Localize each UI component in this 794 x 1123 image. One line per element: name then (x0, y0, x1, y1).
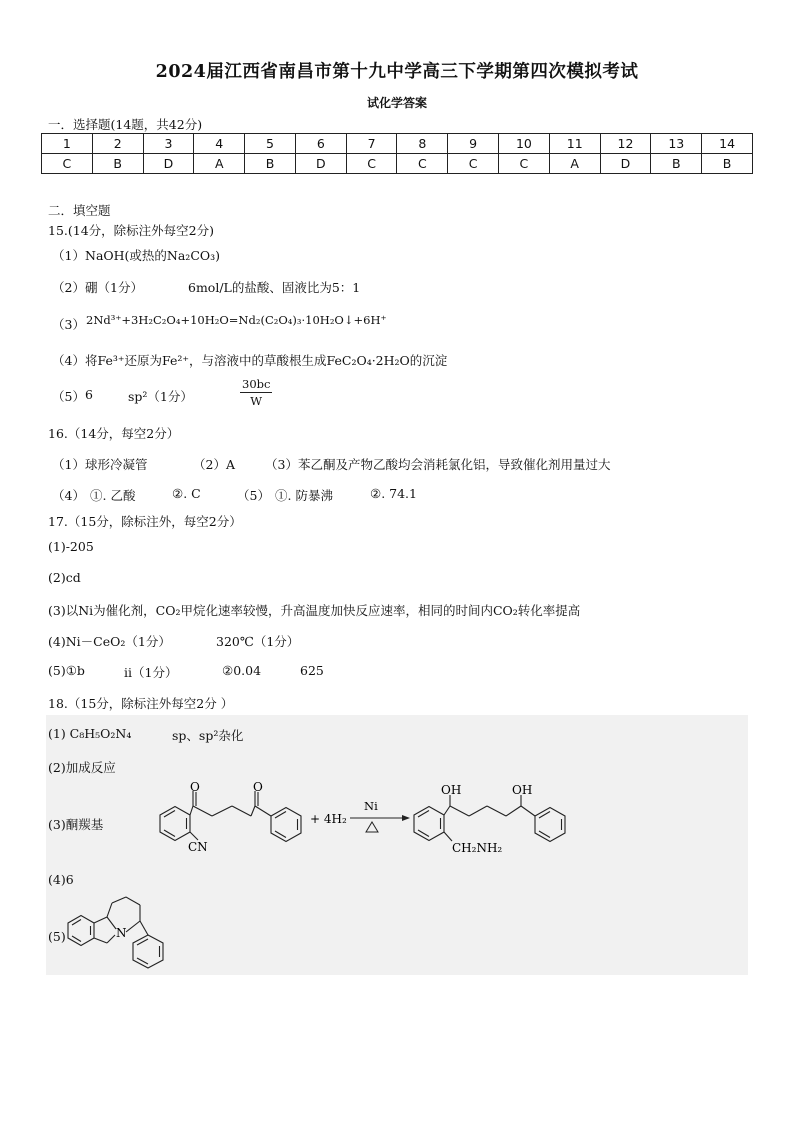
product-structure (414, 795, 565, 842)
q15-a5-text-a: 6 (85, 387, 93, 402)
answer-cell: C (42, 154, 93, 174)
benzene-ring-d (535, 808, 565, 842)
answer-cell: B (702, 154, 753, 174)
answer-table (41, 133, 753, 174)
q16-line2-e: ①. 防暴沸 (275, 488, 333, 503)
q18-a5-structure (60, 885, 190, 975)
q16-line2-d: （5） (237, 488, 270, 503)
q15-heading: 15.(14分，除标注外每空2分) (48, 223, 214, 238)
reactant-oxygen-2: O (253, 780, 263, 794)
answer-cell: D (143, 154, 194, 174)
q18-reaction-scheme (130, 778, 600, 860)
reactant-cyano: CN (188, 840, 208, 854)
q16-line2-a: （4） (52, 488, 85, 503)
answer-cell: B (92, 154, 143, 174)
q17-a5-d: 625 (300, 663, 324, 678)
answer-cell: B (245, 154, 296, 174)
q16-heading: 16.（14分，每空2分） (48, 426, 180, 441)
q18-a2: (2)加成反应 (48, 760, 116, 775)
fraction-denominator: W (250, 394, 263, 408)
question-number-cell: 7 (346, 134, 397, 154)
answer-cell: C (448, 154, 499, 174)
question-number-cell: 11 (549, 134, 600, 154)
q16-line2-c: ②. C (172, 486, 201, 501)
catalyst-ni: Ni (364, 799, 378, 813)
q15-a4-label: （4） (52, 353, 85, 368)
question-number-cell: 4 (194, 134, 245, 154)
q18-a5-label: (5) (48, 929, 66, 944)
q16-line2-b: ①. 乙酸 (90, 488, 136, 503)
q17-a1: (1)-205 (48, 539, 94, 554)
answer-table-answer-row (42, 154, 753, 174)
q17-a4-a: (4)Ni－CeO₂（1分） (48, 634, 171, 649)
benzene-ring-a (160, 807, 190, 841)
page-title: 2024届江西省南昌市第十九中学高三下学期第四次模拟考试 (155, 62, 639, 82)
q17-heading: 17.（15分，除标注外，每空2分） (48, 514, 242, 529)
q17-a5-b: ii（1分） (124, 665, 178, 680)
answer-cell: A (549, 154, 600, 174)
q17-a3: (3)以Ni为催化剂，CO₂甲烷化速率较慢，升高温度加快反应速率，相同的时间内CO₂转化率提高 (48, 603, 581, 618)
product-aminomethyl: CH₂NH₂ (452, 841, 503, 855)
reaction-arrow (350, 799, 410, 832)
question-number-cell: 3 (143, 134, 194, 154)
q15-a3-label: （3） (52, 317, 85, 332)
question-number-cell: 1 (42, 134, 93, 154)
reagent-hydrogen: + 4H₂ (310, 812, 347, 826)
heat-triangle-icon (366, 822, 378, 832)
question-number-cell: 2 (92, 134, 143, 154)
page-subtitle: 试化学答案 (366, 96, 427, 110)
q17-a5-c: ②0.04 (222, 663, 262, 678)
q18-a1-formula: (1) C₈H₅O₂N₄ (48, 726, 132, 741)
q16-line1-b: （2）A (193, 457, 235, 472)
q17-a2: (2)cd (48, 570, 81, 585)
q16-line1-c: （3）苯乙酮及产物乙酸均会消耗氯化铝，导致催化剂用量过大 (265, 457, 611, 472)
benzene-ring-c (414, 807, 444, 841)
fraction-numerator: 30bc (242, 377, 271, 391)
question-number-cell: 14 (702, 134, 753, 154)
q15-a2-text-b: 6mol/L的盐酸、固液比为5：1 (188, 280, 361, 295)
question-number-cell: 13 (651, 134, 702, 154)
answer-cell: D (600, 154, 651, 174)
answer-table-number-row (42, 134, 753, 154)
section1-heading: 一．选择题(14题，共42分) (48, 117, 203, 132)
question-number-cell: 8 (397, 134, 448, 154)
question-number-cell: 12 (600, 134, 651, 154)
answer-cell: C (346, 154, 397, 174)
q15-a2-text-a: 硼（1分） (85, 280, 143, 295)
question-number-cell: 5 (245, 134, 296, 154)
reactant-oxygen-1: O (190, 780, 200, 794)
q15-a3-equation: 2Nd³⁺+3H₂C₂O₄+10H₂O=Nd₂(C₂O₄)₃·10H₂O↓+6H⁺ (86, 313, 387, 327)
q18-heading: 18.（15分，除标注外每空2分 ） (48, 696, 234, 711)
reactant-structure (160, 791, 301, 842)
q17-a5-a: (5)①b (48, 663, 85, 678)
question-number-cell: 10 (499, 134, 550, 154)
q15-a5-label: （5） (52, 389, 85, 404)
answer-cell: D (295, 154, 346, 174)
product-hydroxyl-2: OH (512, 783, 533, 797)
product-hydroxyl-1: OH (441, 783, 462, 797)
q16-line2-f: ②. 74.1 (370, 486, 417, 501)
q15-a2-label: （2） (52, 280, 85, 295)
q15-a1-label: （1） (52, 248, 85, 263)
nitrogen-atom: N (116, 926, 127, 940)
benzene-ring-b (271, 808, 301, 842)
q17-a4-b: 320℃（1分） (216, 634, 300, 649)
section2-heading: 二．填空题 (48, 203, 111, 218)
phenyl-ring (133, 935, 163, 968)
q18-a4: (4)6 (48, 872, 74, 887)
answer-cell: C (499, 154, 550, 174)
q15-a1-text: NaOH(或热的Na₂CO₃) (85, 248, 221, 263)
answer-cell: A (194, 154, 245, 174)
question-number-cell: 9 (448, 134, 499, 154)
answer-cell: B (651, 154, 702, 174)
q15-a4-text: 将Fe³⁺还原为Fe²⁺，与溶液中的草酸根生成FeC₂O₄·2H₂O的沉淀 (85, 353, 448, 368)
cyano-bond (190, 832, 198, 840)
q18-a3-label: (3)酮羰基 (48, 817, 104, 832)
answer-cell: C (397, 154, 448, 174)
question-number-cell: 6 (295, 134, 346, 154)
q18-a1-hybrid: sp、sp²杂化 (172, 728, 244, 743)
q15-a5-text-b: sp²（1分） (128, 389, 193, 404)
q15-a5-fraction (240, 377, 272, 408)
q16-line1-a: （1）球形冷凝管 (52, 457, 148, 472)
